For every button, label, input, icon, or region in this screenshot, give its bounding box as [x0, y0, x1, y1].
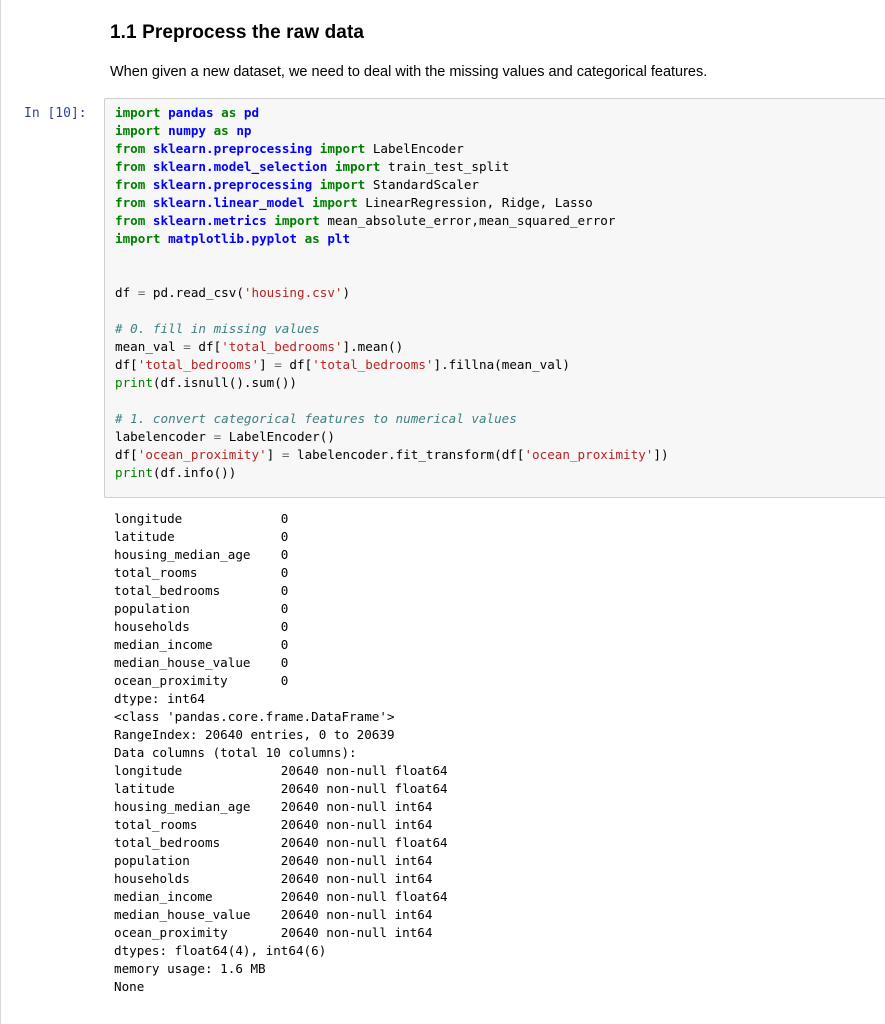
code-line [115, 392, 669, 410]
output-line: households 0 [114, 619, 289, 634]
code-editor[interactable] [115, 104, 669, 482]
output-line: median_house_value 0 [114, 655, 289, 670]
code-line [115, 212, 669, 230]
code-token: import [304, 195, 366, 210]
output-line: median_house_value 20640 non-null int64 [114, 907, 433, 922]
code-line [115, 230, 669, 248]
code-token: ] [266, 447, 282, 462]
output-line: memory usage: 1.6 MB [114, 961, 266, 976]
code-token: df[ [190, 339, 222, 354]
output-line: Data columns (total 10 columns): [114, 745, 357, 760]
code-token: np [236, 123, 252, 138]
code-token: from [115, 177, 153, 192]
code-token: df [115, 285, 138, 300]
output-line: median_income 20640 non-null float64 [114, 889, 448, 904]
code-token: LabelEncoder() [221, 429, 335, 444]
code-token: labelencoder.fit_transform(df[ [289, 447, 525, 462]
code-token: import [266, 213, 328, 228]
code-token: df[ [115, 357, 138, 372]
output-line: longitude 20640 non-null float64 [114, 763, 448, 778]
code-token: = [213, 429, 222, 444]
output-line: population 20640 non-null int64 [114, 853, 433, 868]
code-token: from [115, 195, 153, 210]
code-token: labelencoder [115, 429, 214, 444]
code-line [115, 176, 669, 194]
code-token: = [137, 285, 146, 300]
code-token: pd.read_csv( [145, 285, 244, 300]
output-line: total_rooms 0 [114, 565, 289, 580]
code-token: as [296, 231, 328, 246]
input-prompt: In [10]: [24, 106, 87, 121]
code-line [115, 248, 669, 266]
markdown-cell[interactable] [110, 18, 870, 80]
output-line: latitude 20640 non-null float64 [114, 781, 448, 796]
code-token: pandas [168, 105, 214, 120]
code-token: (df.isnull().sum()) [152, 375, 297, 390]
output-line: population 0 [114, 601, 289, 616]
output-line: None [114, 979, 145, 994]
code-token: import [115, 231, 169, 246]
code-line [115, 158, 669, 176]
code-line [115, 122, 669, 140]
output-line: ocean_proximity 20640 non-null int64 [114, 925, 433, 940]
output-line: dtype: int64 [114, 691, 205, 706]
code-token: = [274, 357, 282, 372]
code-token: df[ [281, 357, 313, 372]
code-line [115, 356, 669, 374]
code-token: from [115, 213, 153, 228]
code-token: # 0. fill in missing values [115, 321, 320, 336]
code-token: from [115, 141, 153, 156]
code-token: mean_val [115, 339, 184, 354]
code-token: train_test_split [387, 159, 510, 174]
code-token: as [206, 123, 237, 138]
code-token: 'total_bedrooms' [312, 357, 434, 372]
code-line [115, 428, 669, 446]
code-line [115, 464, 669, 482]
code-token: from [115, 159, 153, 174]
output-line: housing_median_age 20640 non-null int64 [114, 799, 433, 814]
code-line [115, 266, 669, 284]
code-token: ] [259, 357, 275, 372]
output-line: ocean_proximity 0 [114, 673, 289, 688]
code-cell-output [114, 510, 448, 996]
code-line [115, 194, 669, 212]
code-token: = [183, 339, 191, 354]
code-token: = [281, 447, 290, 462]
code-line [115, 338, 669, 356]
code-token: LinearRegression, Ridge, Lasso [365, 195, 593, 210]
code-token: 'ocean_proximity' [524, 447, 654, 462]
code-token: numpy [168, 123, 206, 138]
output-line: median_income 0 [114, 637, 289, 652]
section-heading: 1.1 Preprocess the raw data [110, 22, 365, 43]
code-line [115, 374, 669, 392]
notebook-left-border [0, 0, 1, 1024]
output-line: total_rooms 20640 non-null int64 [114, 817, 433, 832]
output-line: dtypes: float64(4), int64(6) [114, 943, 327, 958]
code-line [115, 104, 669, 122]
code-line [115, 446, 669, 464]
code-token: import [327, 159, 388, 174]
code-token: (df.info()) [152, 465, 237, 480]
code-token: as [213, 105, 244, 120]
code-line [115, 284, 669, 302]
code-token: StandardScaler [372, 177, 479, 192]
code-token: sklearn.metrics [152, 213, 267, 228]
code-token: print [115, 375, 153, 390]
code-token: import [115, 105, 169, 120]
code-token: 'ocean_proximity' [137, 447, 267, 462]
code-token: ].mean() [342, 339, 404, 354]
output-line: households 20640 non-null int64 [114, 871, 433, 886]
code-token: sklearn.linear_model [152, 195, 305, 210]
code-token: 'total_bedrooms' [221, 339, 343, 354]
output-line: RangeIndex: 20640 entries, 0 to 20639 [114, 727, 395, 742]
code-token: ].fillna(mean_val) [433, 357, 570, 372]
code-token: # 1. convert categorical features to numerical values [115, 411, 517, 426]
section-paragraph: When given a new dataset, we need to deal with the missing values and categorical features. [110, 64, 708, 80]
code-cell-input[interactable] [104, 98, 885, 498]
code-token: 'total_bedrooms' [137, 357, 260, 372]
code-token: ]) [653, 447, 669, 462]
code-token: import [312, 177, 373, 192]
code-token: sklearn.preprocessing [152, 177, 313, 192]
code-line [115, 302, 669, 320]
output-line: longitude 0 [114, 511, 289, 526]
code-token: pd [243, 105, 260, 120]
code-line [115, 320, 669, 338]
code-token: mean_absolute_error,mean_squared_error [327, 213, 616, 228]
code-token: 'housing.csv' [243, 285, 343, 300]
code-line [115, 140, 669, 158]
code-token: sklearn.preprocessing [152, 141, 313, 156]
output-line: housing_median_age 0 [114, 547, 289, 562]
code-token: matplotlib.pyplot [168, 231, 297, 246]
output-line: total_bedrooms 0 [114, 583, 289, 598]
code-token: sklearn.model_selection [152, 159, 328, 174]
code-token: df[ [115, 447, 138, 462]
output-line: <class 'pandas.core.frame.DataFrame'> [114, 709, 395, 724]
code-token: plt [327, 231, 351, 246]
code-token: import [312, 141, 373, 156]
output-line: latitude 0 [114, 529, 289, 544]
code-token: LabelEncoder [372, 141, 464, 156]
code-token: ) [342, 285, 351, 300]
output-line: total_bedrooms 20640 non-null float64 [114, 835, 448, 850]
code-token: import [115, 123, 169, 138]
code-line [115, 410, 669, 428]
code-token: print [115, 465, 153, 480]
